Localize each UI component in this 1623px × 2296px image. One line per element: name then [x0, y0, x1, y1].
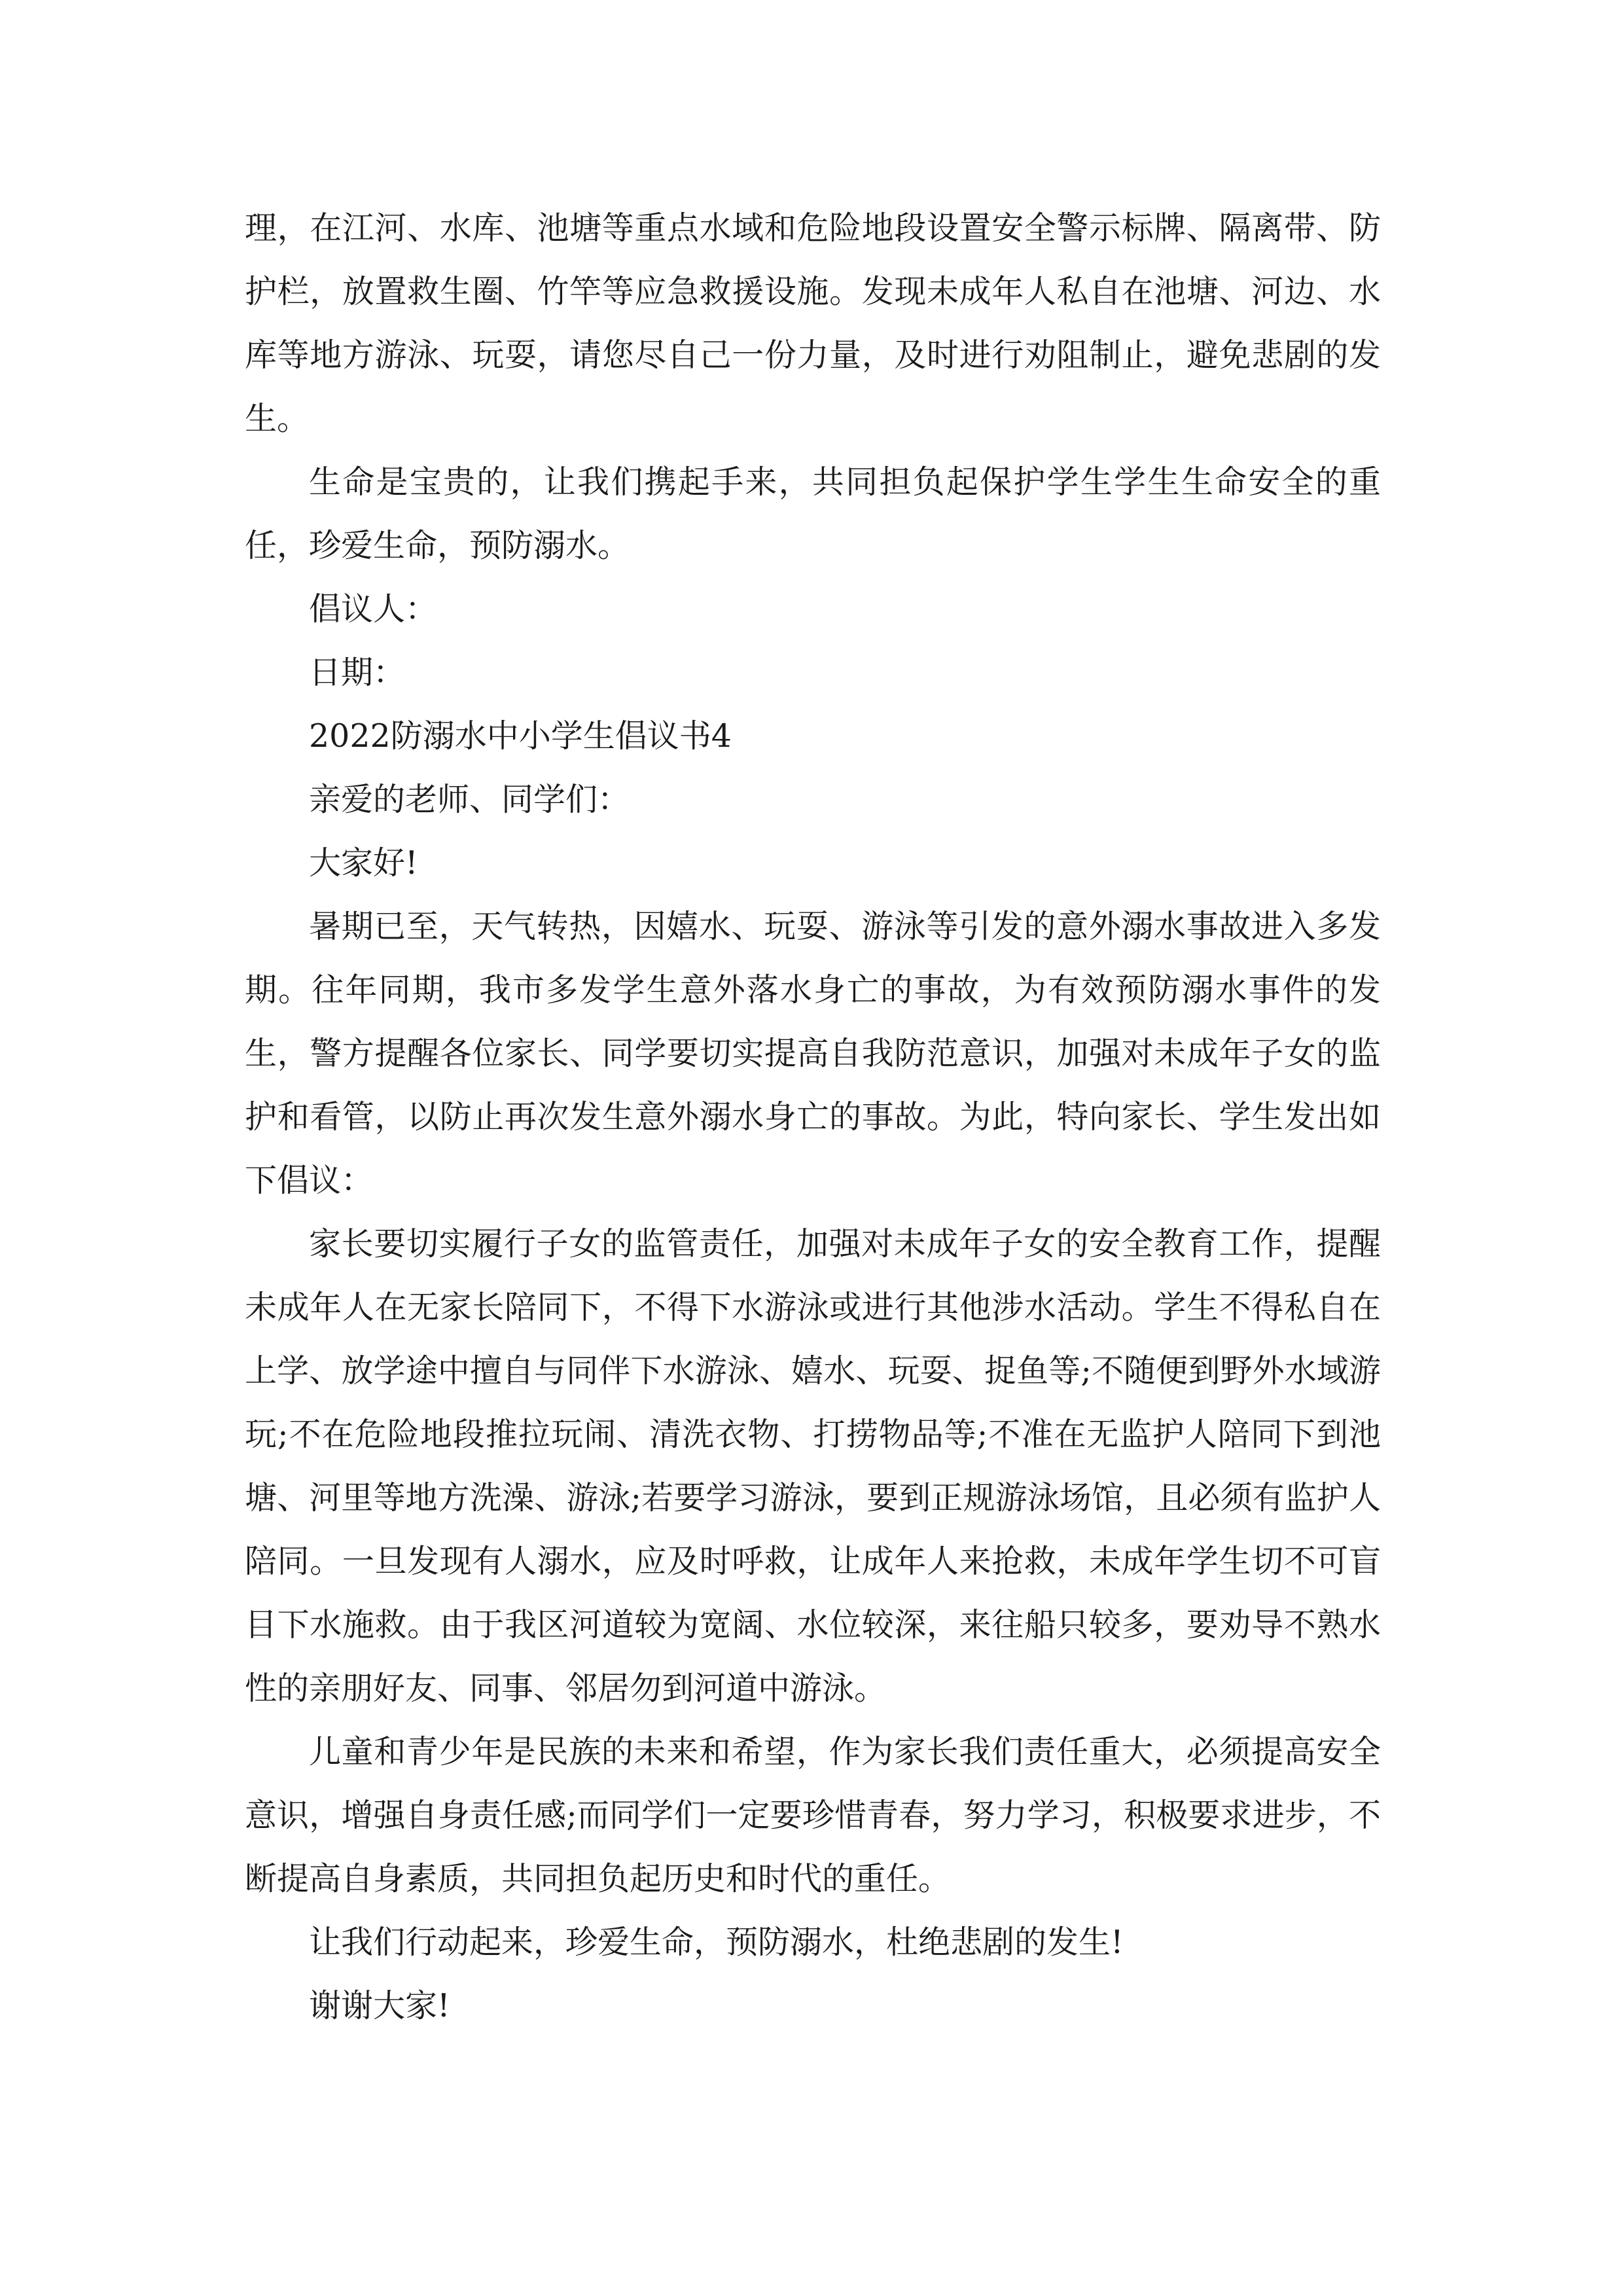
greeting: 大家好! — [309, 844, 418, 882]
salutation: 亲爱的老师、同学们： — [309, 781, 630, 818]
date-label: 日期： — [309, 654, 406, 691]
initiator-label: 倡议人： — [309, 590, 438, 628]
paragraph-intro: 暑期已至，天气转热，因嬉水、玩耍、游泳等引发的意外溺水事故进入多发期。往年同期，我市多发学生意外落水身亡的事故，为有效预防溺水事件的发生，警方提醒各位家长、同学要切实提高自我防范意识，加强对未成年子女的监护和看管，以防止再次发生意外溺水身亡的事故。为此，特向家长、学生发出如下倡议： — [245, 908, 1381, 1199]
paragraph-guidelines: 家长要切实履行子女的监管责任，加强对未成年子女的安全教育工作，提醒未成年人在无家长陪同下，不得下水游泳或进行其他涉水活动。学生不得私自在上学、放学途中擅自与同伴下水游泳、嬉水、玩耍、捉鱼等;不随便到野外水域游玩;不在危险地段推拉玩闹、清洗衣物、打捞物品等;不准在无监护人陪同下到池塘、河里等地方洗澡、游泳;若要学习游泳，要到正规游泳场馆，且必须有监护人陪同。一旦发现有人溺水，应及时呼救，让成年人来抢救，未成年学生切不可盲目下水施救。由于我区河道较为宽阔、水位较深，来往船只较多，要劝导不熟水性的亲朋好友、同事、邻居勿到河道中游泳。 — [245, 1225, 1381, 1707]
paragraph-call-to-action: 让我们行动起来，珍爱生命，预防溺水，杜绝悲剧的发生! — [309, 1924, 1124, 1961]
document-body — [245, 196, 1381, 2037]
paragraph-closing-appeal: 生命是宝贵的，让我们携起手来，共同担负起保护学生学生生命安全的重任，珍爱生命，预防溺水。 — [245, 463, 1381, 564]
closing-thanks: 谢谢大家! — [309, 1987, 450, 2024]
paragraph-continuation: 理，在江河、水库、池塘等重点水域和危险地段设置安全警示标牌、隔离带、防护栏，放置救生圈、竹竿等应急救援设施。发现未成年人私自在池塘、河边、水库等地方游泳、玩耍，请您尽自己一份力量，及时进行劝阻制止，避免悲剧的发生。 — [245, 209, 1381, 437]
paragraph-responsibility: 儿童和青少年是民族的未来和希望，作为家长我们责任重大，必须提高安全意识，增强自身责任感;而同学们一定要珍惜青春，努力学习，积极要求进步，不断提高自身素质，共同担负起历史和时代的重任。 — [245, 1733, 1381, 1897]
section-title: 2022防溺水中小学生倡议书4 — [309, 717, 732, 755]
